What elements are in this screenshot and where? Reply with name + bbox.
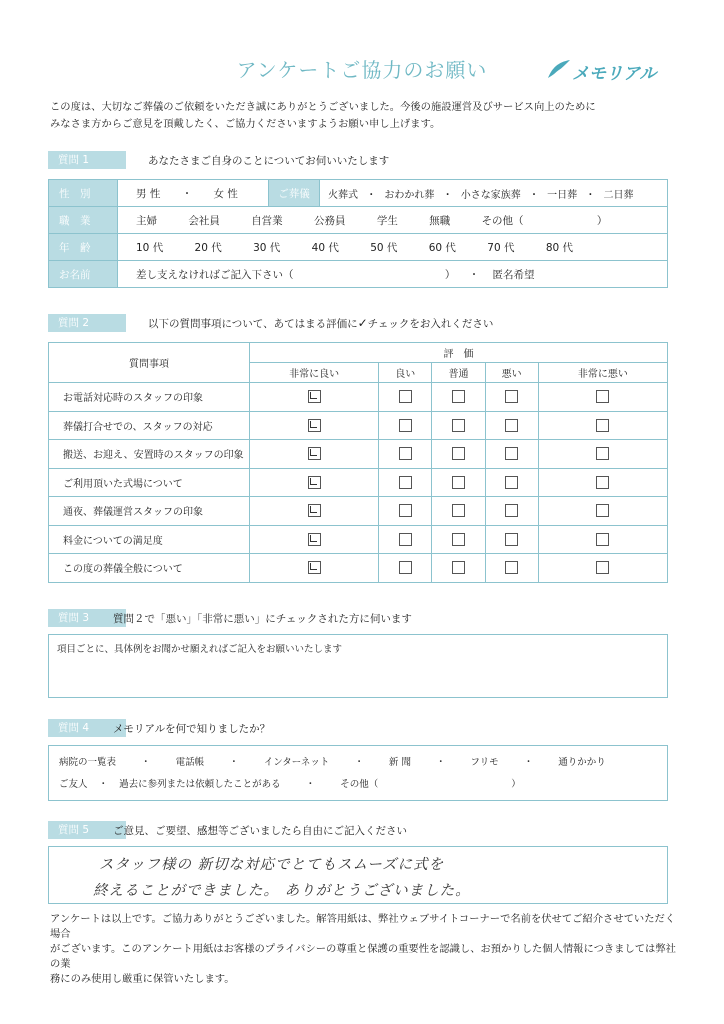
rating-row bbox=[49, 383, 668, 412]
rating-cell bbox=[432, 468, 485, 497]
rating-checkbox[interactable] bbox=[505, 419, 518, 432]
rating-cell bbox=[379, 497, 432, 526]
rating-row bbox=[49, 468, 668, 497]
rating-cell bbox=[250, 525, 379, 554]
rating-cell bbox=[250, 554, 379, 583]
q2-title-b: チェックをお入れください bbox=[367, 318, 494, 330]
option-age-80[interactable]: 80 代 bbox=[545, 241, 574, 254]
rating-cell bbox=[379, 525, 432, 554]
option-other[interactable]: その他（ bbox=[340, 779, 379, 790]
option-employee[interactable]: 会社員 bbox=[188, 214, 220, 227]
q4-label: 質問 4 bbox=[48, 719, 126, 737]
rating-question: ご利用頂いた式場について bbox=[49, 468, 250, 497]
option-past-attendance[interactable]: 過去に参列または依頼したことがある bbox=[119, 779, 281, 790]
intro-line: この度は、大切なご葬儀のご依頼をいただき誠にありがとうございました。今後の施設運営及びサービス向上のために bbox=[50, 101, 596, 113]
page-title: アンケートご協力のお願い bbox=[236, 58, 488, 82]
logo-text: メモリアル bbox=[572, 64, 657, 84]
separator: ・ bbox=[435, 757, 446, 768]
rating-checkbox[interactable] bbox=[399, 561, 412, 574]
option-self-employed[interactable]: 自営業 bbox=[251, 214, 283, 227]
rating-cell bbox=[250, 383, 379, 412]
rating-checkbox[interactable] bbox=[399, 447, 412, 460]
handwritten-line: スタッフ様の 新切な対応でとてもスムーズに式を bbox=[99, 857, 445, 873]
q4-title: メモリアルを何で知りましたか？ bbox=[113, 723, 271, 735]
rating-cell bbox=[432, 525, 485, 554]
rating-row bbox=[49, 497, 668, 526]
separator: ・ bbox=[523, 757, 534, 768]
footer-line: がございます。このアンケート用紙はお客様のプライバシーの尊重と保護の重要性を認識し、お預かりした個人情報につきましては弊社の業 bbox=[50, 943, 676, 970]
rating-checkbox[interactable] bbox=[399, 504, 412, 517]
rating-checkbox[interactable] bbox=[308, 504, 321, 517]
rating-checkbox[interactable] bbox=[308, 447, 321, 460]
separator: ・ bbox=[229, 757, 239, 768]
option-unemployed[interactable]: 無職 bbox=[429, 214, 451, 227]
gender-label: 性 別 bbox=[49, 180, 118, 207]
funeral-label: ご葬儀 bbox=[269, 180, 320, 207]
option-civil-servant[interactable]: 公務員 bbox=[314, 214, 346, 227]
separator: ・ bbox=[354, 757, 364, 768]
brand-logo bbox=[546, 56, 666, 82]
check-mark-icon: ✓ bbox=[357, 316, 368, 330]
rating-checkbox[interactable] bbox=[399, 419, 412, 432]
rating-cell bbox=[485, 383, 538, 412]
rating-cell bbox=[432, 497, 485, 526]
q5-title: ご意見、ご要望、感想等ございましたら自由にご記入ください bbox=[113, 825, 407, 837]
rating-question: お電話対応時のスタッフの印象 bbox=[49, 383, 250, 412]
option-hospital-list[interactable]: 病院の一覧表 bbox=[59, 757, 117, 768]
option-newspaper[interactable]: 新 聞 bbox=[388, 757, 411, 768]
option-phonebook[interactable]: 電話帳 bbox=[175, 757, 205, 768]
rating-checkbox[interactable] bbox=[452, 390, 465, 403]
rating-row bbox=[49, 440, 668, 469]
rating-cell bbox=[250, 411, 379, 440]
rating-question: 搬送、お迎え、安置時のスタッフの印象 bbox=[49, 440, 250, 469]
rating-checkbox[interactable] bbox=[596, 533, 609, 546]
rating-table bbox=[48, 342, 668, 583]
rating-header: 普通 bbox=[432, 363, 485, 383]
col-eval-header: 評 価 bbox=[250, 343, 668, 363]
option-age-20[interactable]: 20 代 bbox=[194, 241, 222, 254]
rating-cell bbox=[379, 440, 432, 469]
q1-title: あなたさまご自身のことについてお伺いいたします bbox=[148, 155, 390, 167]
job-label: 職 業 bbox=[49, 207, 118, 234]
rating-checkbox[interactable] bbox=[596, 390, 609, 403]
option-age-70[interactable]: 70 代 bbox=[487, 241, 515, 254]
q3-note: 項目ごとに、具体例をお聞かせ願えればご記入をお願いいたします bbox=[57, 644, 343, 655]
rating-cell bbox=[250, 440, 379, 469]
rating-checkbox[interactable] bbox=[308, 390, 321, 403]
rating-checkbox[interactable] bbox=[399, 476, 412, 489]
rating-cell bbox=[538, 497, 667, 526]
footer-line: 務にのみ使用し厳重に保管いたします。 bbox=[50, 973, 235, 985]
rating-checkbox[interactable] bbox=[452, 533, 465, 546]
col-item-header: 質問事項 bbox=[49, 343, 250, 383]
rating-checkbox[interactable] bbox=[308, 533, 321, 546]
separator: ・ bbox=[528, 189, 539, 201]
rating-checkbox[interactable] bbox=[505, 390, 518, 403]
rating-question: 料金についての満足度 bbox=[49, 525, 250, 554]
rating-checkbox[interactable] bbox=[399, 390, 412, 403]
rating-cell bbox=[250, 468, 379, 497]
separator: ・ bbox=[181, 187, 193, 200]
option-furimo[interactable]: フリモ bbox=[470, 757, 499, 768]
q4-row1 bbox=[59, 754, 606, 768]
rating-cell bbox=[379, 411, 432, 440]
rating-checkbox[interactable] bbox=[452, 419, 465, 432]
rating-cell bbox=[538, 525, 667, 554]
name-label: お名前 bbox=[49, 261, 118, 288]
rating-checkbox[interactable] bbox=[596, 419, 609, 432]
handwritten-line: 終えることができました。 ありがとうございました。 bbox=[93, 883, 471, 899]
age-label: 年 齢 bbox=[49, 234, 118, 261]
rating-row bbox=[49, 554, 668, 583]
rating-cell bbox=[432, 411, 485, 440]
option-passing-by[interactable]: 通りかかり bbox=[558, 757, 606, 768]
rating-checkbox[interactable] bbox=[596, 504, 609, 517]
option-anonymous[interactable]: 匿名希望 bbox=[492, 268, 535, 281]
rating-header: 非常に良い bbox=[250, 363, 379, 383]
rating-checkbox[interactable] bbox=[308, 419, 321, 432]
option-other[interactable]: その他（ bbox=[481, 214, 524, 227]
option-ichinichisou[interactable]: 一日葬 bbox=[547, 189, 578, 201]
age-options bbox=[118, 234, 668, 261]
q2-title-a: 以下の質問事項について、あてはまる評価に bbox=[148, 318, 358, 330]
q2-label: 質問 2 bbox=[48, 314, 126, 332]
separator: ・ bbox=[305, 779, 316, 790]
footer-line: アンケートは以上です。ご協力ありがとうございました。解答用紙は、弊社ウェブサイトコーナーで名前を伏せてご紹介させていただく場合 bbox=[50, 913, 676, 940]
footer-note bbox=[50, 912, 680, 987]
rating-checkbox[interactable] bbox=[505, 533, 518, 546]
option-age-10[interactable]: 10 代 bbox=[136, 241, 164, 254]
rating-cell bbox=[485, 554, 538, 583]
rating-cell bbox=[379, 554, 432, 583]
separator: ・ bbox=[442, 189, 453, 201]
option-friend[interactable]: ご友人 bbox=[59, 779, 88, 790]
option-female[interactable]: 女 性 bbox=[213, 187, 238, 200]
rating-question: この度の葬儀全般について bbox=[49, 554, 250, 583]
rating-cell bbox=[538, 411, 667, 440]
rating-header: 良い bbox=[379, 363, 432, 383]
option-male[interactable]: 男 性 bbox=[136, 187, 161, 200]
intro-text bbox=[50, 99, 690, 133]
rating-cell bbox=[538, 468, 667, 497]
rating-cell bbox=[485, 440, 538, 469]
rating-cell bbox=[379, 383, 432, 412]
rating-checkbox[interactable] bbox=[399, 533, 412, 546]
job-options bbox=[118, 207, 668, 234]
option-age-50[interactable]: 50 代 bbox=[370, 241, 398, 254]
paren-close: ） bbox=[596, 214, 608, 227]
rating-checkbox[interactable] bbox=[505, 504, 518, 517]
leaf-icon bbox=[546, 58, 572, 80]
rating-cell bbox=[485, 468, 538, 497]
rating-checkbox[interactable] bbox=[452, 447, 465, 460]
option-age-60[interactable]: 60 代 bbox=[428, 241, 456, 254]
q3-label: 質問 3 bbox=[48, 609, 126, 627]
gender-options bbox=[118, 180, 269, 207]
q4-row2 bbox=[59, 776, 521, 790]
rating-checkbox[interactable] bbox=[596, 447, 609, 460]
rating-checkbox[interactable] bbox=[505, 447, 518, 460]
rating-checkbox[interactable] bbox=[308, 476, 321, 489]
rating-cell bbox=[379, 468, 432, 497]
funeral-options bbox=[320, 180, 668, 207]
option-student[interactable]: 学生 bbox=[376, 214, 398, 227]
separator: ・ bbox=[468, 268, 480, 281]
option-age-40[interactable]: 40 代 bbox=[311, 241, 339, 254]
rating-cell bbox=[432, 554, 485, 583]
rating-cell bbox=[485, 411, 538, 440]
intro-line: みなさま方からご意見を頂戴したく、ご協力くださいますようお願い申し上げます。 bbox=[50, 118, 441, 130]
rating-cell bbox=[538, 554, 667, 583]
rating-cell bbox=[538, 383, 667, 412]
rating-header: 悪い bbox=[485, 363, 538, 383]
q5-answer-box[interactable] bbox=[48, 846, 668, 904]
option-internet[interactable]: インターネット bbox=[263, 757, 330, 768]
option-owakaresou[interactable]: おわかれ葬 bbox=[384, 189, 435, 201]
separator: ・ bbox=[141, 757, 151, 768]
rating-cell bbox=[432, 440, 485, 469]
rating-cell bbox=[538, 440, 667, 469]
separator: ・ bbox=[585, 189, 596, 201]
rating-cell bbox=[485, 525, 538, 554]
q3-title: 質問２で「悪い」「非常に悪い」にチェックされた方に伺います bbox=[113, 613, 412, 625]
profile-table bbox=[48, 179, 668, 288]
q3-answer-box[interactable] bbox=[48, 634, 668, 698]
q1-label: 質問 1 bbox=[48, 151, 126, 169]
q4-options-box bbox=[48, 745, 668, 801]
option-housewife[interactable]: 主婦 bbox=[136, 214, 157, 227]
rating-question: 葬儀打合せでの、スタッフの対応 bbox=[49, 411, 250, 440]
rating-checkbox[interactable] bbox=[505, 561, 518, 574]
option-futsukasou[interactable]: 二日葬 bbox=[603, 189, 634, 201]
q5-label: 質問 5 bbox=[48, 821, 126, 839]
rating-cell bbox=[485, 497, 538, 526]
separator: ・ bbox=[98, 779, 109, 790]
rating-checkbox[interactable] bbox=[452, 561, 465, 574]
option-kasoshiki[interactable]: 火葬式 bbox=[328, 189, 358, 201]
option-kazokusou[interactable]: 小さな家族葬 bbox=[460, 189, 521, 201]
rating-checkbox[interactable] bbox=[452, 476, 465, 489]
rating-cell bbox=[432, 383, 485, 412]
rating-checkbox[interactable] bbox=[505, 476, 518, 489]
name-field[interactable] bbox=[118, 261, 668, 288]
rating-checkbox[interactable] bbox=[452, 504, 465, 517]
rating-header: 非常に悪い bbox=[538, 363, 667, 383]
rating-checkbox[interactable] bbox=[596, 476, 609, 489]
q2-title bbox=[148, 316, 493, 331]
rating-checkbox[interactable] bbox=[596, 561, 609, 574]
separator: ・ bbox=[366, 189, 377, 201]
rating-question: 通夜、葬儀運営スタッフの印象 bbox=[49, 497, 250, 526]
rating-checkbox[interactable] bbox=[308, 561, 321, 574]
option-age-30[interactable]: 30 代 bbox=[253, 241, 281, 254]
paren-close: ） bbox=[444, 268, 456, 281]
rating-cell bbox=[250, 497, 379, 526]
name-prompt: 差し支えなければご記入下さい（ bbox=[136, 268, 294, 281]
paren-close: ） bbox=[511, 779, 521, 790]
rating-row bbox=[49, 525, 668, 554]
rating-row bbox=[49, 411, 668, 440]
